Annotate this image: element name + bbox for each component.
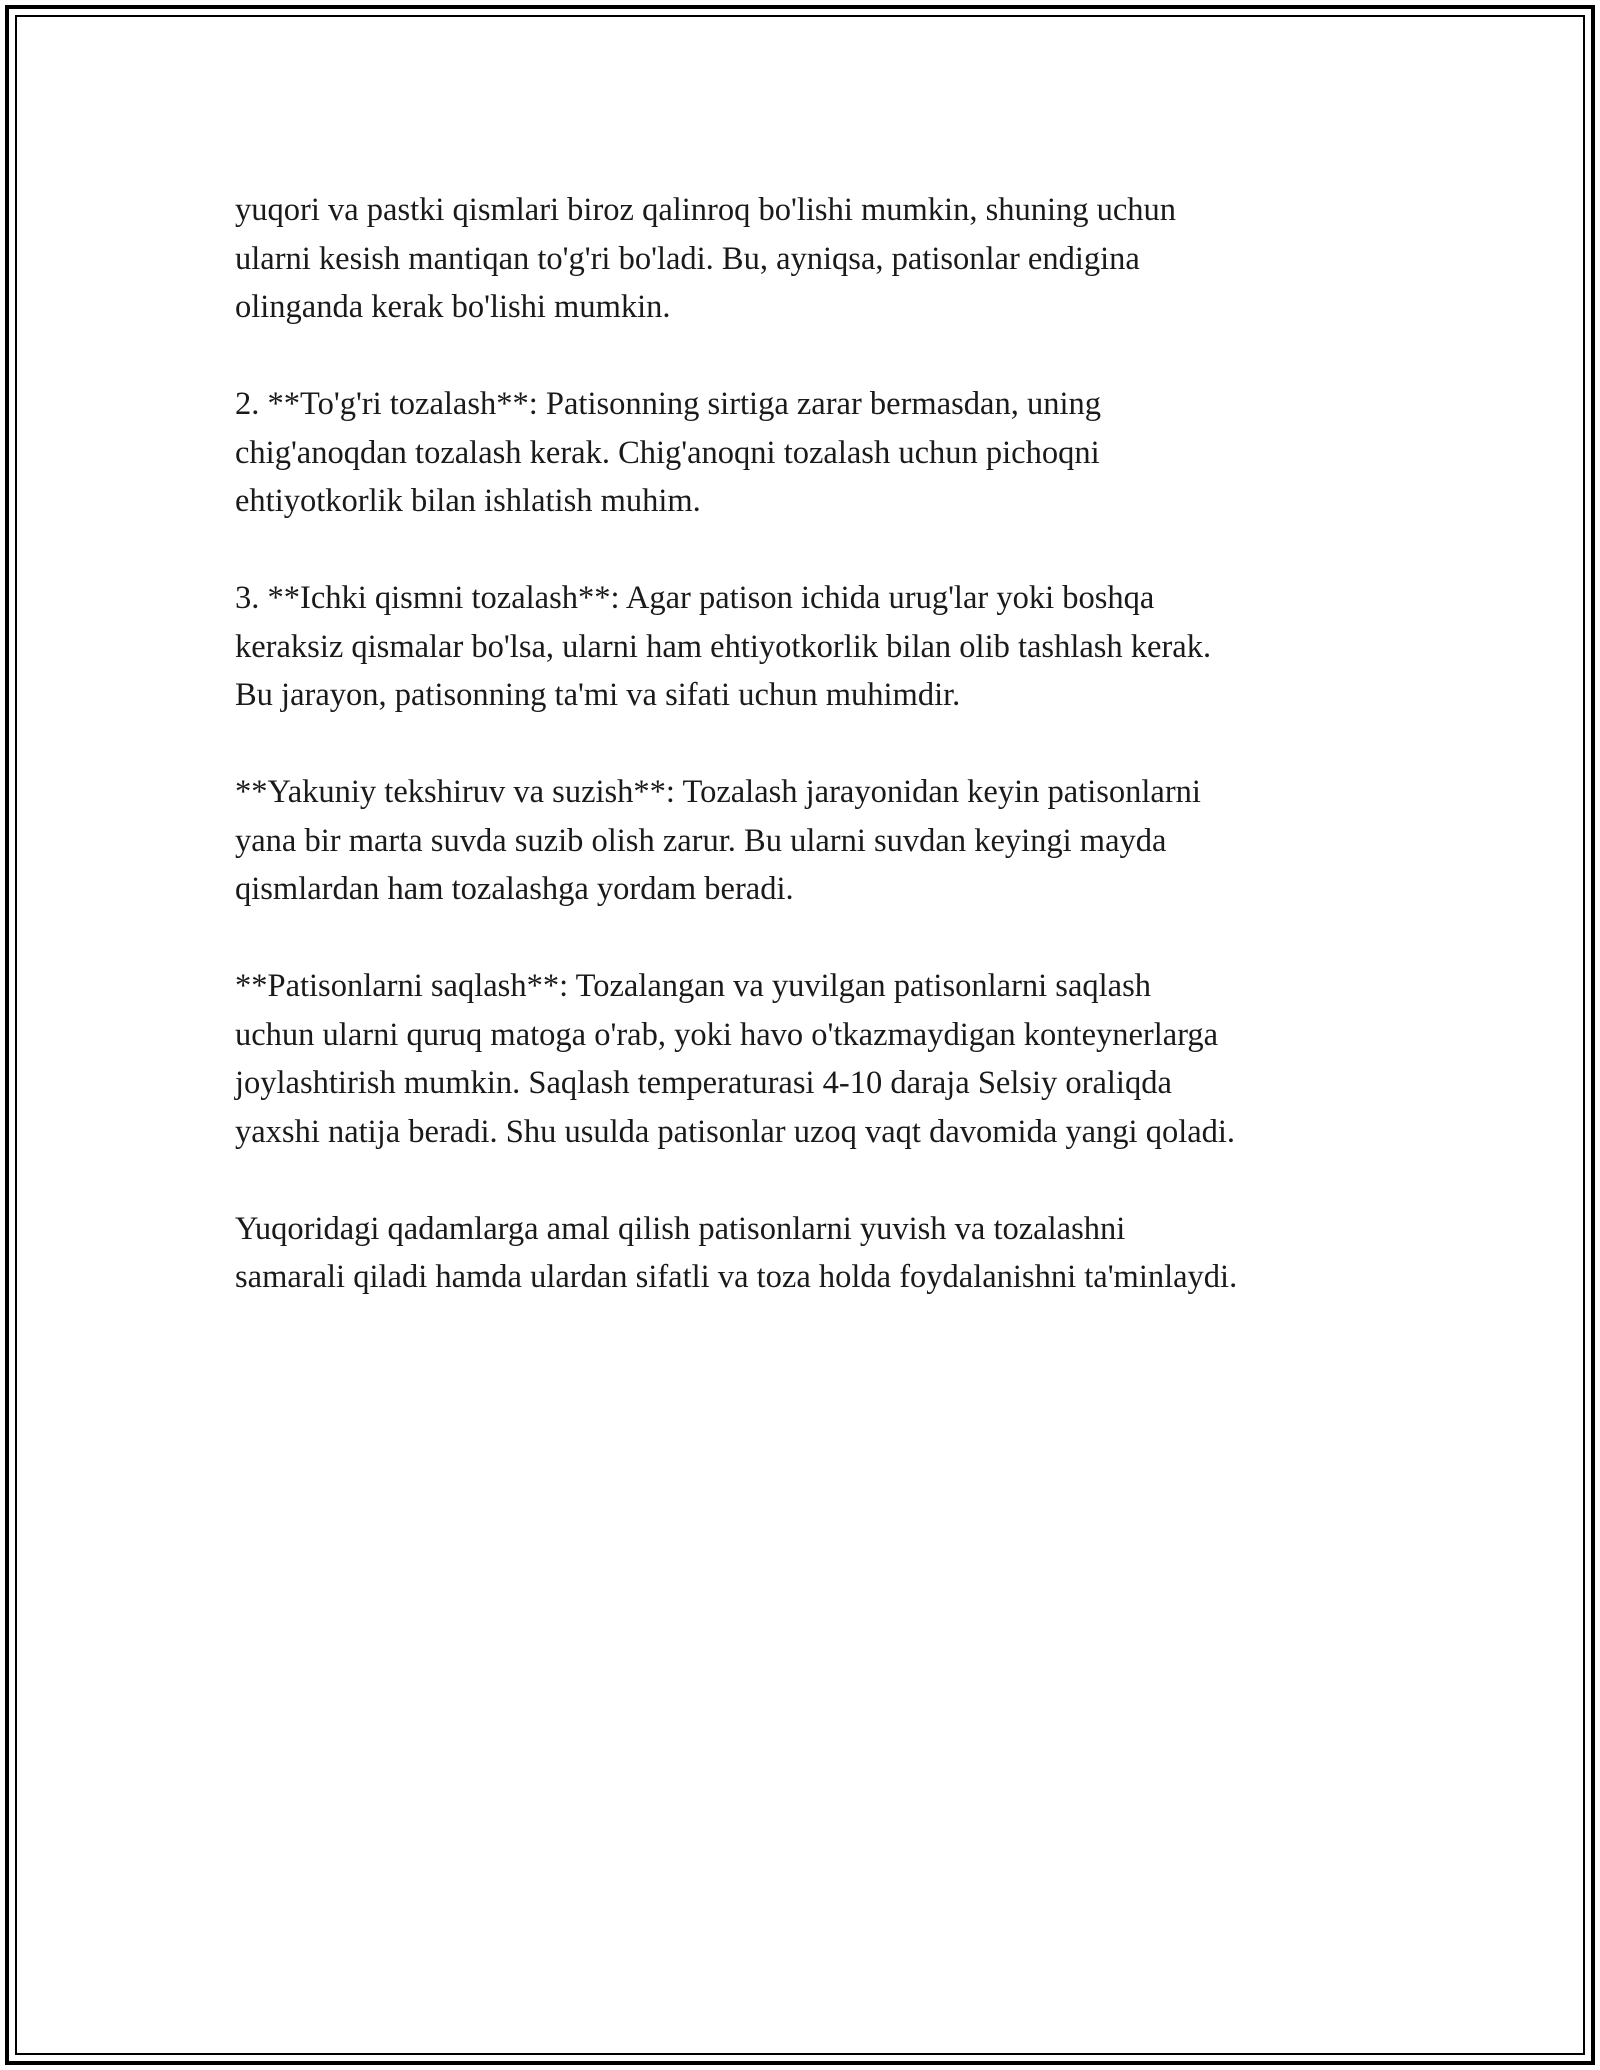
paragraph-3: 3. **Ichki qismni tozalash**: Agar patison ichida urug'lar yoki boshqa keraksiz qismalar bo'lsa, ularni ham ehtiyotkorlik bilan olib tashlash kerak. Bu jarayon, patisonning ta'mi va sifati uchun muhimdir.: [235, 580, 1212, 713]
paragraph-1: yuqori va pastki qismlari biroz qalinroq bo'lishi mumkin, shuning uchun ularni kesish mantiqan to'g'ri bo'ladi. Bu, ayniqsa, patisonlar endigina olinganda kerak bo'lishi mumkin.: [235, 192, 1177, 325]
paragraph-5: **Patisonlarni saqlash**: Tozalangan va yuvilgan patisonlarni saqlash uchun ularni quruq matoga o'rab, yoki havo o'tkazmaydigan konteynerlarga joylashtirish mumkin. Saqlash temperaturasi 4-10 daraja Selsiy oraliqda yaxshi natija beradi. Shu usulda patisonlar uzoq vaqt davomida yangi qoladi.: [235, 968, 1236, 1150]
document-body: [235, 186, 1395, 1350]
paragraph-2: 2. **To'g'ri tozalash**: Patisonning sirtiga zarar bermasdan, uning chig'anoqdan tozalash kerak. Chig'anoqni tozalash uchun pichoqni ehtiyotkorlik bilan ishlatish muhim.: [235, 386, 1101, 519]
paragraph-6: Yuqoridagi qadamlarga amal qilish patisonlarni yuvish va tozalashni samarali qiladi hamda ulardan sifatli va toza holda foydalanishni ta'minlaydi.: [235, 1210, 1238, 1295]
paragraph-4: **Yakuniy tekshiruv va suzish**: Tozalash jarayonidan keyin patisonlarni yana bir marta suvda suzib olish zarur. Bu ularni suvdan keyingi mayda qismlardan ham tozalashga yordam beradi.: [235, 774, 1201, 907]
